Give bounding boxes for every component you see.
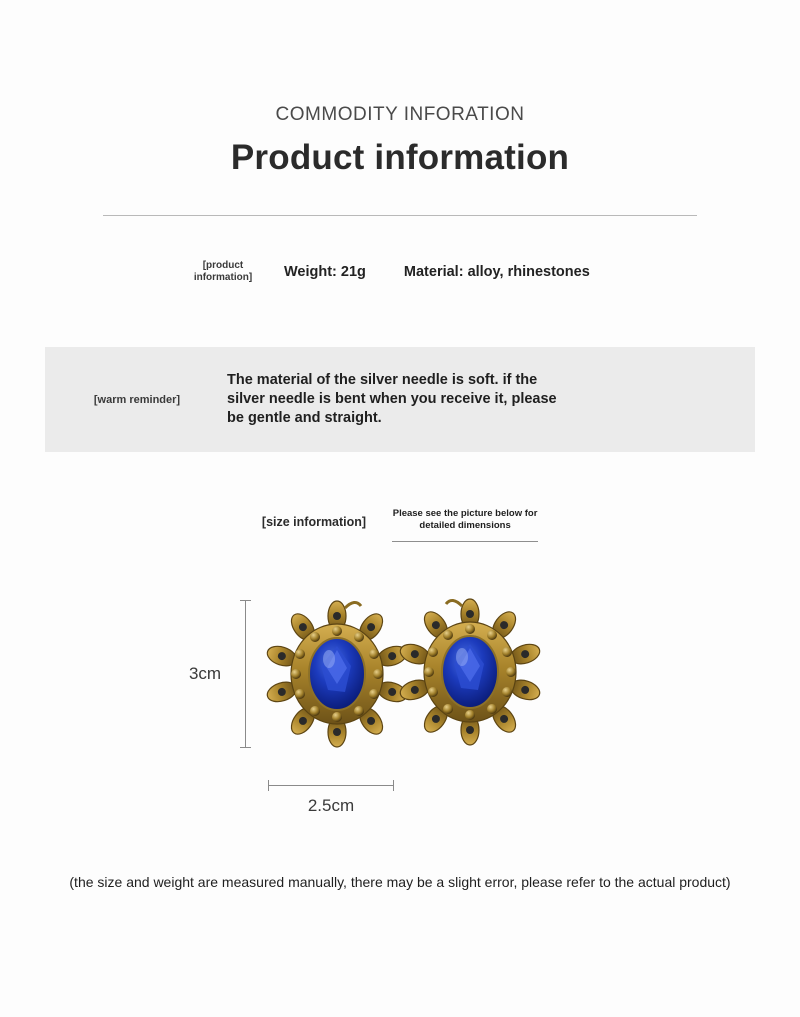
product-figure [0, 592, 800, 832]
height-line [245, 600, 246, 748]
product-info-row [0, 260, 800, 284]
warm-reminder-text: The material of the silver needle is soft. if the silver needle is bent when you receive it, please be gentle and straight. [227, 372, 557, 426]
product-info-label: [product information] [193, 260, 253, 283]
width-line [268, 785, 394, 786]
width-dimension-line [268, 780, 394, 791]
size-information-label: [size information] [261, 515, 367, 529]
measurement-disclaimer: (the size and weight are measured manually, there may be a slight error, please refer to the actual product) [69, 874, 731, 890]
height-value-label: 3cm [188, 664, 222, 683]
warm-reminder-label: [warm reminder] [93, 393, 181, 406]
page-title: Product information [230, 138, 570, 177]
product-weight-value: Weight: 21g [284, 264, 366, 280]
header-divider [103, 215, 697, 216]
page-eyebrow: COMMODITY INFORATION [275, 104, 525, 125]
warm-reminder-band [45, 347, 755, 452]
earrings-image [262, 592, 552, 762]
width-cap-right [393, 780, 394, 791]
size-information-note: Please see the picture below for detailed dimensions [392, 508, 538, 542]
height-cap-bottom [240, 747, 251, 748]
size-information-row [0, 508, 800, 542]
width-value-label: 2.5cm [307, 796, 355, 815]
earrings-illustration [262, 592, 552, 762]
page-header [0, 0, 800, 216]
product-material-value: Material: alloy, rhinestones [403, 264, 590, 280]
height-dimension-line [240, 600, 251, 748]
